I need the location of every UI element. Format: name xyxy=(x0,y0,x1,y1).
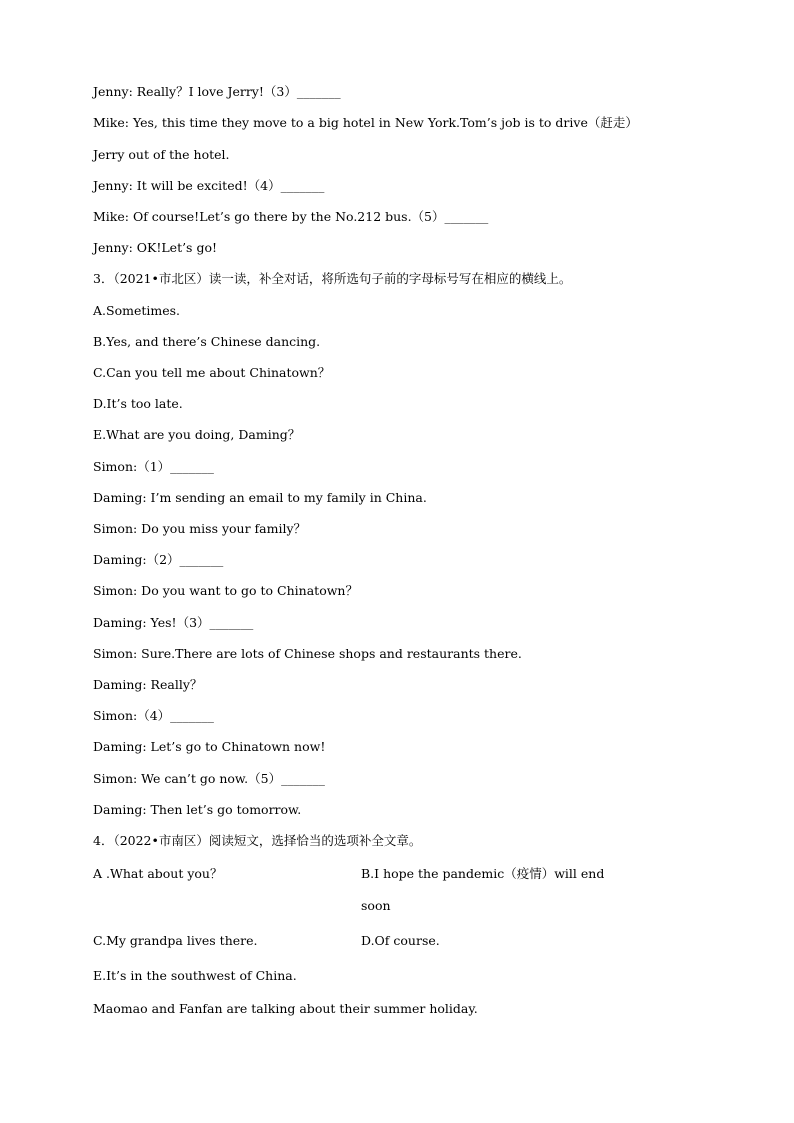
option-b: B.I hope the pandemic（疫情）will end xyxy=(361,866,605,881)
option-d: D.It’s too late. xyxy=(93,396,183,411)
dialog-line: Daming:（2）_______ xyxy=(93,552,224,567)
dialog-line: Daming: I’m sending an email to my family in China. xyxy=(93,490,427,505)
dialog-line: Jerry out of the hotel. xyxy=(93,147,230,162)
dialog-line: Daming: Yes!（3）_______ xyxy=(93,615,254,630)
dialog-line: Jenny: OK!Let’s go! xyxy=(93,240,217,255)
option-b-continued: soon xyxy=(361,898,391,913)
dialog-line: Jenny: It will be excited!（4）_______ xyxy=(93,178,325,193)
question-3-title: 3．（2021•市北区）读一读，补全对话，将所选句子前的字母标号写在相应的横线上。 xyxy=(93,271,572,286)
dialog-line: Daming: Then let’s go tomorrow. xyxy=(93,802,302,817)
dialog-line: Simon:（1）_______ xyxy=(93,459,214,474)
option-e: E.What are you doing, Daming？ xyxy=(93,427,301,442)
dialog-line: Simon: Do you want to go to Chinatown？ xyxy=(93,583,358,598)
dialog-line: Mike: Of course!Let’s go there by the No.212 bus.（5）_______ xyxy=(93,209,489,224)
option-e: E.It’s in the southwest of China. xyxy=(93,968,297,983)
dialog-line: Simon:（4）_______ xyxy=(93,708,214,723)
question-4-title: 4．（2022•市南区）阅读短文，选择恰当的选项补全文章。 xyxy=(93,833,422,848)
dialog-line: Simon: We can’t go now.（5）_______ xyxy=(93,771,325,786)
passage-intro: Maomao and Fanfan are talking about their summer holiday. xyxy=(93,1001,478,1016)
option-c: C.Can you tell me about Chinatown？ xyxy=(93,365,331,380)
dialog-line: Daming: Let’s go to Chinatown now! xyxy=(93,739,326,754)
dialog-line: Simon: Sure.There are lots of Chinese shops and restaurants there. xyxy=(93,646,522,661)
option-d: D.Of course. xyxy=(361,933,440,948)
option-a: A.Sometimes. xyxy=(93,303,180,318)
option-b: B.Yes, and there’s Chinese dancing. xyxy=(93,334,321,349)
dialog-line: Jenny: Really？I love Jerry!（3）_______ xyxy=(93,84,341,99)
dialog-line: Daming: Really？ xyxy=(93,677,203,692)
option-a: A .What about you？ xyxy=(93,866,223,881)
dialog-line: Mike: Yes, this time they move to a big hotel in New York.Tom’s job is to drive（赶走） xyxy=(93,115,638,130)
option-c: C.My grandpa lives there. xyxy=(93,933,258,948)
dialog-line: Simon: Do you miss your family？ xyxy=(93,521,307,536)
